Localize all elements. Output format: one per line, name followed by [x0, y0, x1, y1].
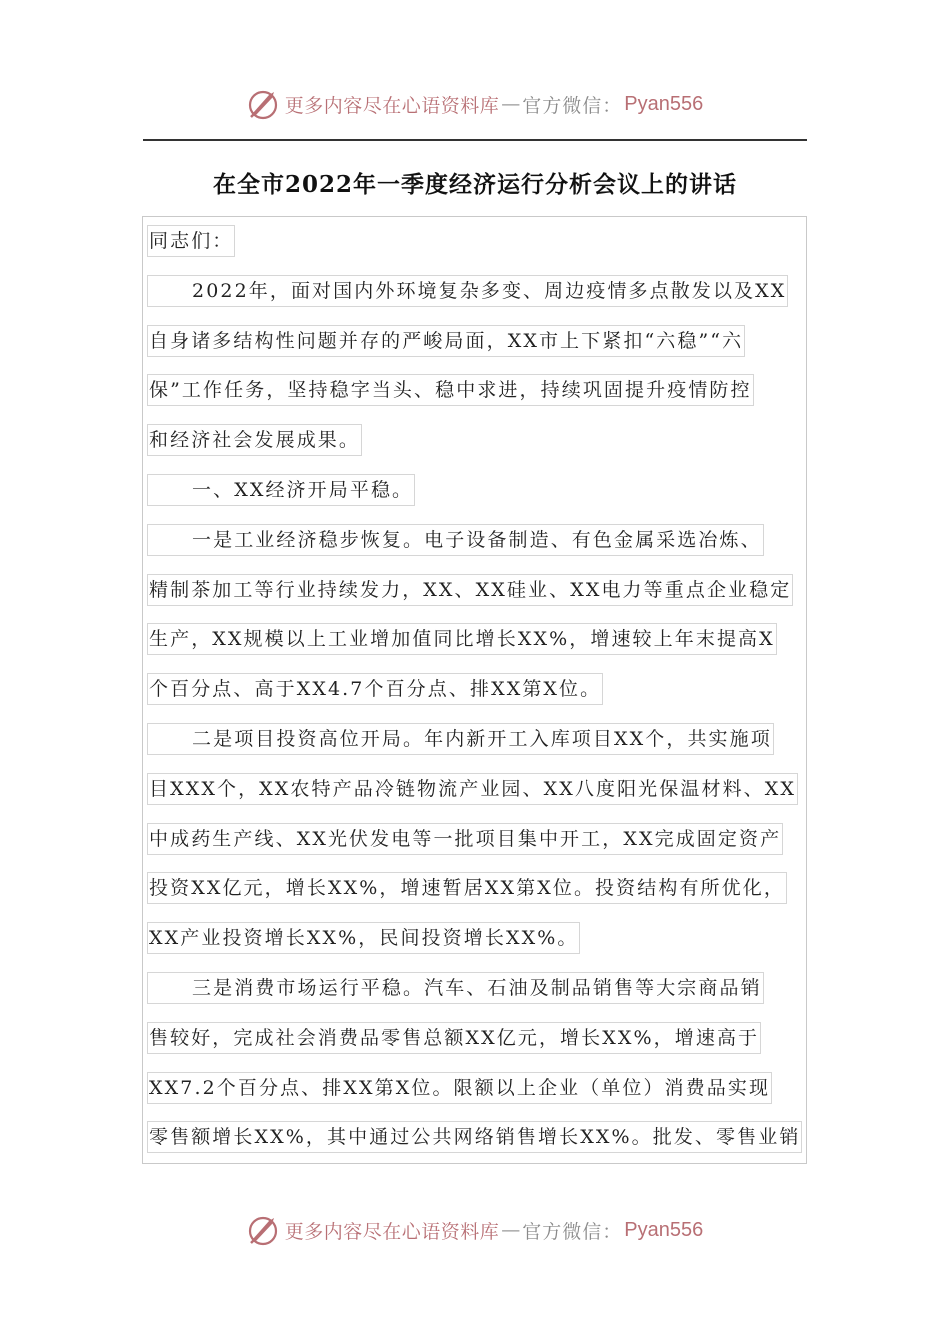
text-line	[147, 623, 807, 673]
document-body	[147, 225, 807, 1171]
text-line-content: 二是项目投资高位开局。年内新开工入库项目XX个，共实施项	[147, 723, 774, 755]
text-line	[147, 524, 807, 574]
text-line-content: 目XXX个，XX农特产品冷链物流产业园、XX八度阳光保温材料、XX	[147, 773, 798, 805]
banner-wechat-id: Pyan556	[624, 1218, 704, 1241]
banner-brand: 更多内容尽在心语资料库	[284, 1220, 500, 1243]
pen-logo-icon	[247, 87, 281, 121]
text-line-content: XX产业投资增长XX%，民间投资增长XX%。	[147, 922, 580, 954]
text-line-content: 中成药生产线、XX光伏发电等一批项目集中开工，XX完成固定资产	[147, 823, 783, 855]
banner-wechat-id: Pyan556	[624, 92, 704, 115]
header-divider	[143, 139, 807, 141]
text-line-content: 个百分点、高于XX4.7个百分点、排XX第X位。	[147, 673, 603, 705]
text-line-content: 生产，XX规模以上工业增加值同比增长XX%，增速较上年末提高X	[147, 623, 777, 655]
banner-dash: —	[501, 93, 521, 115]
text-line-content: 售较好，完成社会消费品零售总额XX亿元，增长XX%，增速高于	[147, 1022, 761, 1054]
text-line-content: 保”工作任务，坚持稳字当头、稳中求进，持续巩固提升疫情防控	[147, 374, 754, 406]
text-line-content: XX7.2个百分点、排XX第X位。限额以上企业（单位）消费品实现	[147, 1072, 772, 1104]
text-line	[147, 474, 807, 524]
text-line-content: 一、XX经济开局平稳。	[147, 474, 415, 506]
text-line	[147, 1072, 807, 1122]
text-line-content: 一是工业经济稳步恢复。电子设备制造、有色金属采选冶炼、	[147, 524, 764, 556]
text-line	[147, 673, 807, 723]
footer-banner	[0, 1210, 950, 1250]
text-line	[147, 872, 807, 922]
text-line	[147, 773, 807, 823]
text-line	[147, 1022, 807, 1072]
pen-logo-icon	[247, 1213, 281, 1247]
text-line	[147, 922, 807, 972]
text-line	[147, 374, 807, 424]
document-title: 在全市2022年一季度经济运行分析会议上的讲话	[212, 171, 737, 198]
text-line-content: 和经济社会发展成果。	[147, 424, 362, 456]
text-line	[147, 972, 807, 1022]
text-line	[147, 1121, 807, 1171]
text-line	[147, 723, 807, 773]
banner-wechat-label: 官方微信：	[522, 1220, 623, 1243]
text-line-content: 2022年，面对国内外环境复杂多变、周边疫情多点散发以及XX	[147, 275, 788, 307]
text-line	[147, 823, 807, 873]
banner-wechat-label: 官方微信：	[522, 94, 623, 117]
text-line	[147, 225, 807, 275]
header-banner	[0, 84, 950, 124]
text-line-content: 投资XX亿元，增长XX%，增速暂居XX第X位。投资结构有所优化，	[147, 872, 787, 904]
text-line	[147, 275, 807, 325]
text-line	[147, 325, 807, 375]
text-line	[147, 424, 807, 474]
text-line-content: 零售额增长XX%，其中通过公共网络销售增长XX%。批发、零售业销	[147, 1121, 802, 1153]
text-line-content: 精制茶加工等行业持续发力，XX、XX硅业、XX电力等重点企业稳定	[147, 574, 793, 606]
text-line-content: 同志们：	[147, 225, 235, 257]
text-line	[147, 574, 807, 624]
text-line-content: 三是消费市场运行平稳。汽车、石油及制品销售等大宗商品销	[147, 972, 764, 1004]
banner-dash: —	[501, 1219, 521, 1241]
text-line-content: 自身诸多结构性问题并存的严峻局面，XX市上下紧扣“六稳”“六	[147, 325, 745, 357]
banner-brand: 更多内容尽在心语资料库	[284, 94, 500, 117]
